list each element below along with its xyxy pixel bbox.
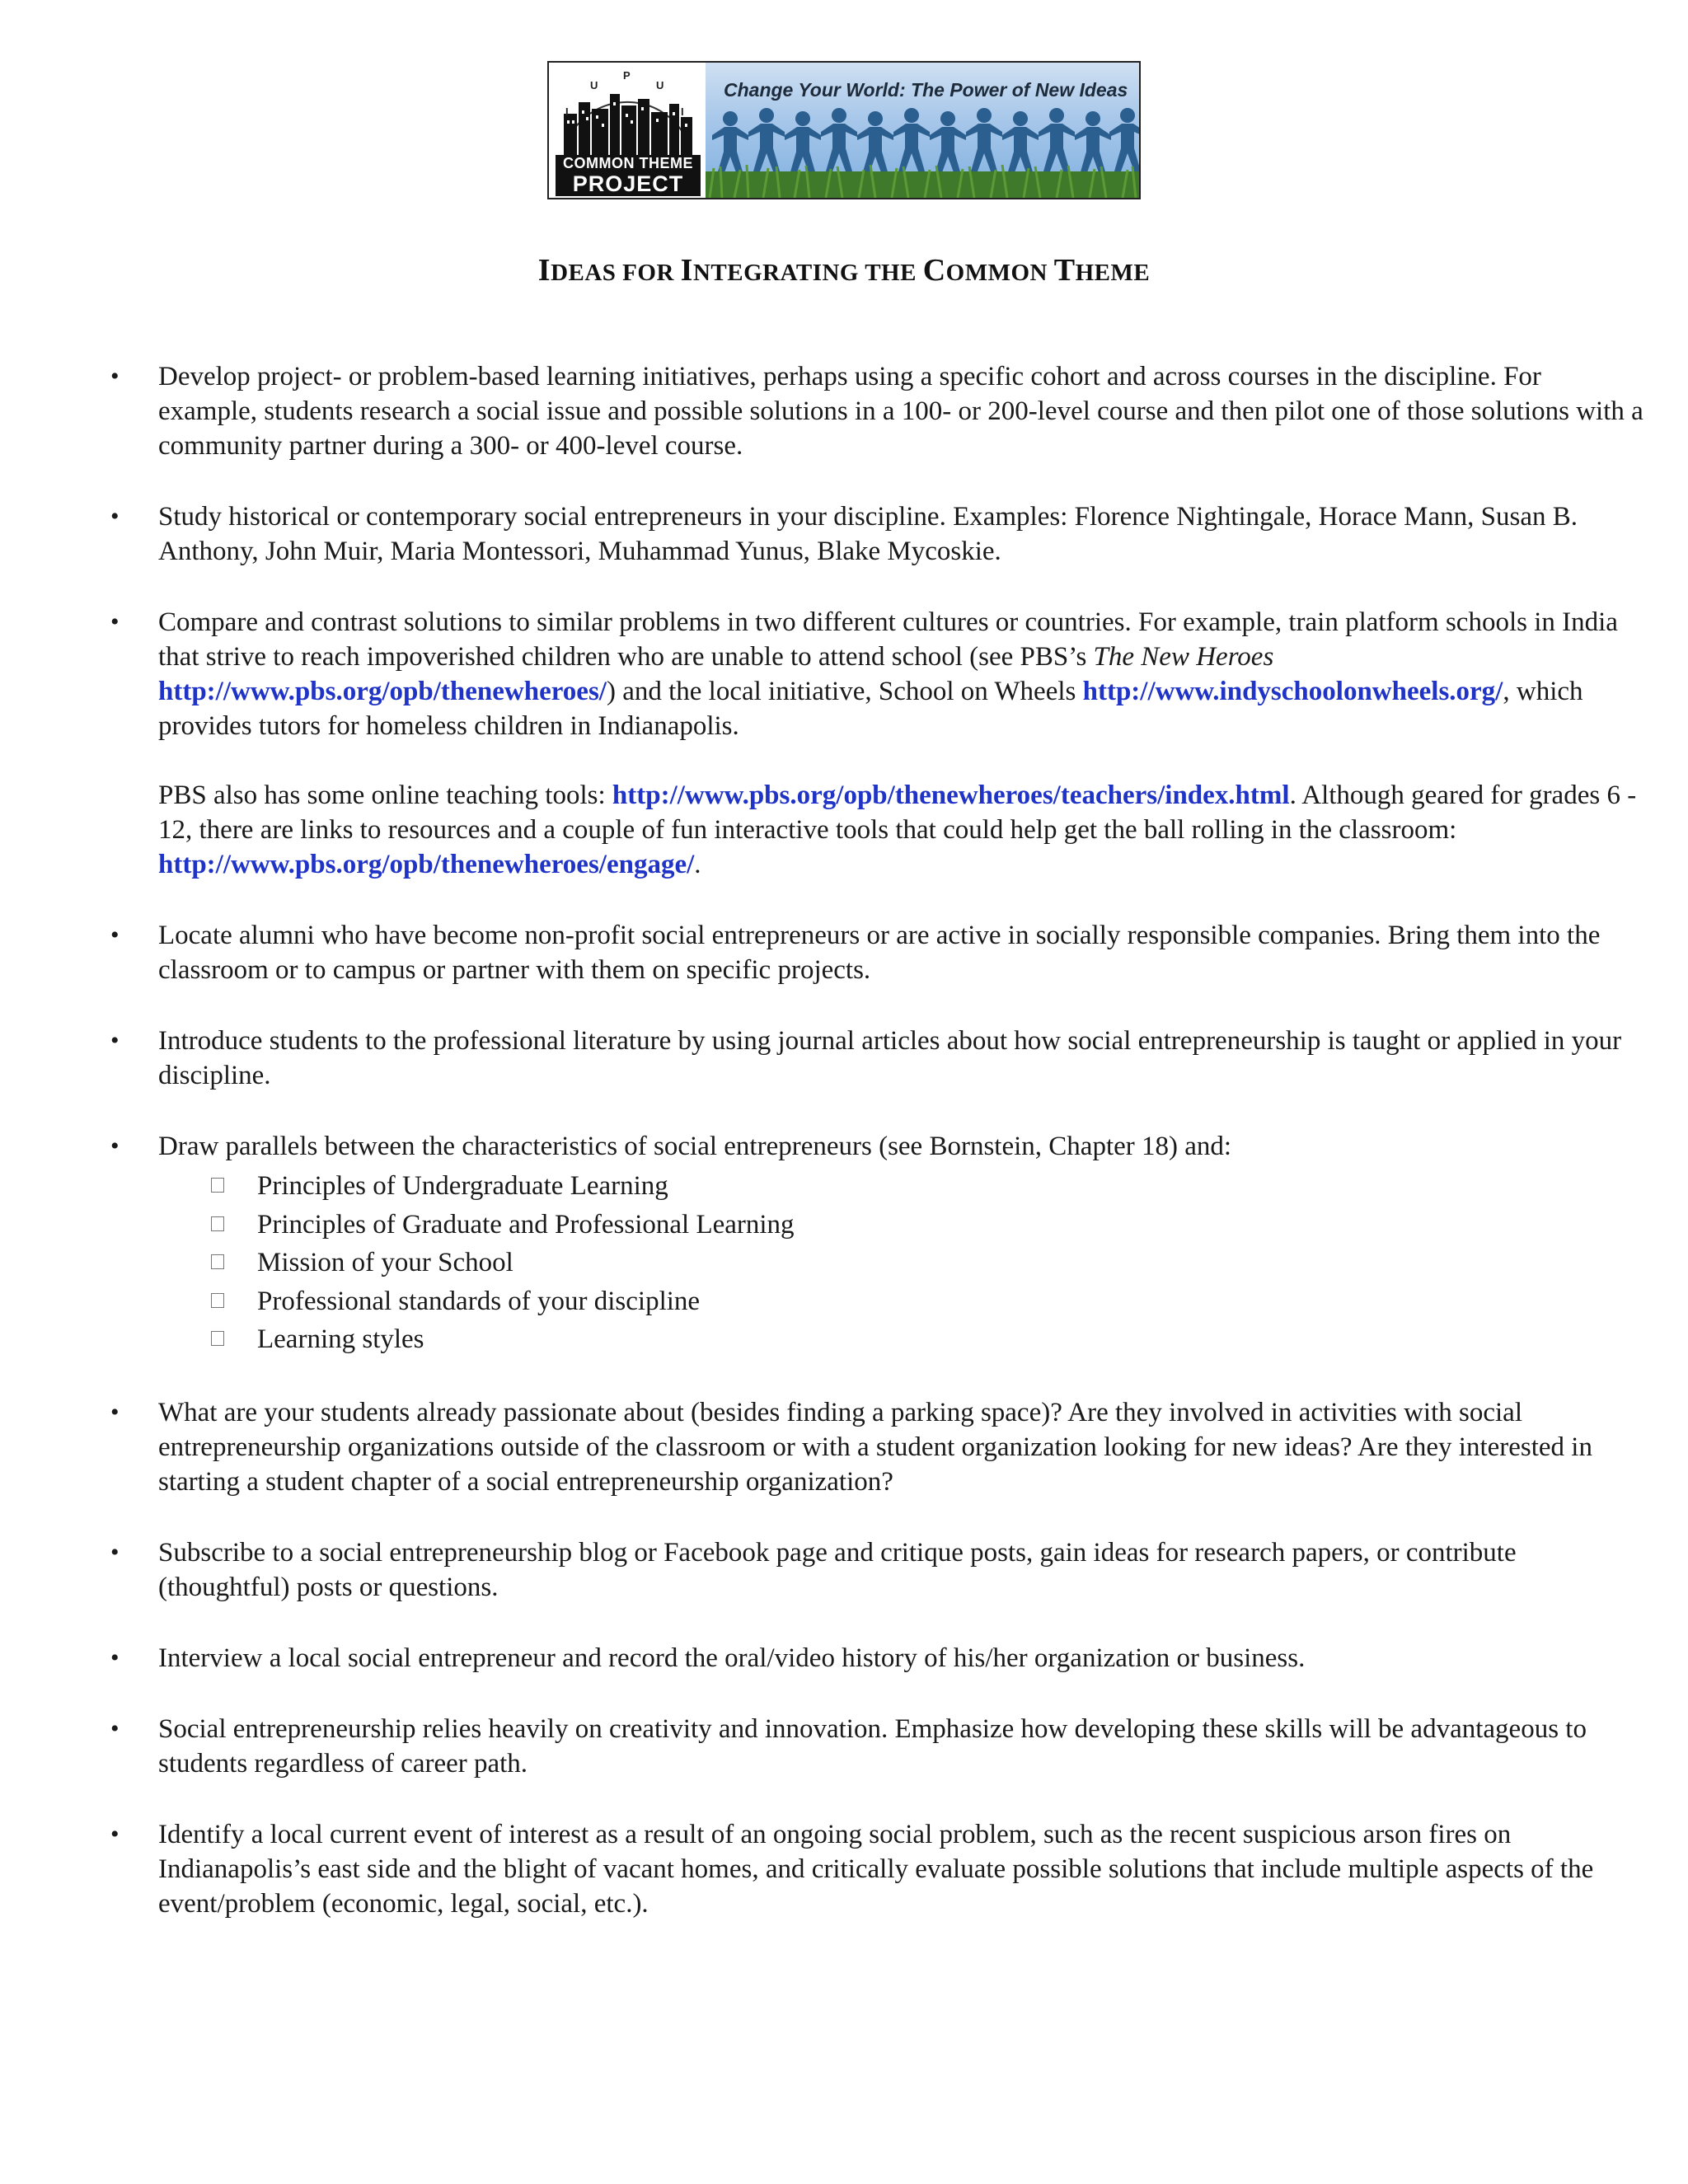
text-run: Compare and contrast solutions to similar problems in two different cultures or countries. For example, train platform schools in India that strive to reach impoverished children who are unable to attend school (see PBS’s xyxy=(158,607,1618,672)
bullet-icon: • xyxy=(110,1714,120,1742)
page-title xyxy=(0,252,1688,288)
list-item xyxy=(110,918,1643,987)
banner-artwork xyxy=(706,63,1139,198)
common-theme-banner xyxy=(547,61,1141,199)
sub-list-item xyxy=(158,1320,1643,1359)
sub-list-item xyxy=(158,1206,1643,1244)
list-item xyxy=(110,605,1643,882)
list-item xyxy=(110,1395,1643,1499)
list-item xyxy=(110,1024,1643,1093)
title-rest: NTEGRATING THE xyxy=(692,260,923,286)
common-theme-project-logo xyxy=(549,63,706,198)
logo-arc-letter: U xyxy=(656,79,664,91)
list-item xyxy=(110,499,1643,569)
sub-list xyxy=(158,1167,1643,1359)
ideas-list xyxy=(110,359,1643,1957)
list-item-text: Draw parallels between the characteristics of social entrepreneurs (see Bornstein, Chapter 18) and: xyxy=(158,1132,1232,1161)
list-item-text: Identify a local current event of interest as a result of an ongoing social problem, such as the recent suspicious arson fires on Indianapolis’s east side and the blight of vacant homes, and critically evaluate possible solutions that include multiple aspects of the event/problem (economic, legal, social, etc.). xyxy=(158,1819,1594,1919)
banner-tagline: Change Your World: The Power of New Ideas xyxy=(724,79,1128,101)
text-run: PBS also has some online teaching tools: xyxy=(158,780,612,810)
checkbox-glyph-icon xyxy=(211,1216,224,1231)
sub-list-item-text: Principles of Undergraduate Learning xyxy=(257,1171,668,1201)
list-item-text: Subscribe to a social entrepreneurship blog or Facebook page and critique posts, gain ideas for research papers, or contribute (thoughtful) posts or questions. xyxy=(158,1537,1517,1602)
list-item xyxy=(110,1129,1643,1359)
bullet-icon: • xyxy=(110,1820,120,1848)
list-item xyxy=(110,359,1643,463)
bullet-icon: • xyxy=(110,363,120,390)
list-item-text: Develop project- or problem-based learning initiatives, perhaps using a specific cohort and across courses in the discipline. For example, students research a social issue and possible solutions in a 100- or 200-level course and then pilot one of those solutions with a community partner during a 300- or 400-level course. xyxy=(158,362,1643,461)
title-rest: HEME xyxy=(1075,260,1151,286)
sub-list-item-text: Mission of your School xyxy=(257,1248,513,1277)
logo-arc-letter: U xyxy=(590,79,598,91)
checkbox-glyph-icon xyxy=(211,1293,224,1308)
list-item xyxy=(110,1641,1643,1675)
title-cap: C xyxy=(922,253,946,288)
sub-list-item-text: Learning styles xyxy=(257,1324,424,1354)
list-item xyxy=(110,1535,1643,1605)
list-item-text: Locate alumni who have become non-profit social entrepreneurs or are active in socially responsible companies. Bring them into the classroom or to campus or partner with them on specific projects. xyxy=(158,921,1601,985)
logo-text-project: PROJECT xyxy=(556,171,701,196)
sub-list-item-text: Professional standards of your discipline xyxy=(257,1286,701,1316)
bullet-icon: • xyxy=(110,503,120,530)
list-item xyxy=(110,1712,1643,1781)
sub-list-item xyxy=(158,1167,1643,1206)
pbs-new-heroes-link[interactable]: http://www.pbs.org/opb/thenewheroes/ xyxy=(158,677,607,706)
logo-text-common-theme: COMMON THEME xyxy=(556,155,701,171)
title-cap: T xyxy=(1053,253,1076,288)
sub-list-item xyxy=(158,1244,1643,1282)
list-item-text: What are your students already passionate about (besides finding a parking space)? Are they involved in activities with social entrepreneurship organizations outside of the classroom or with a student organization looking for new ideas? Are they interested in starting a student chapter of a social entrepreneurship organization? xyxy=(158,1397,1592,1497)
logo-arc-letter: P xyxy=(623,69,631,82)
text-run: . Although geared for grades 6 - 12, there are links to resources and a couple of fun interactive tools that could help get the ball rolling in the classroom: xyxy=(158,780,1637,845)
list-item-text: Introduce students to the professional literature by using journal articles about how social entrepreneurship is taught or applied in your discipline. xyxy=(158,1026,1622,1090)
list-item-text: Interview a local social entrepreneur and record the oral/video history of his/her organization or business. xyxy=(158,1643,1306,1673)
list-item-text xyxy=(158,778,1643,882)
logo-arc-letter: I xyxy=(681,105,684,118)
school-on-wheels-link[interactable]: http://www.indyschoolonwheels.org/ xyxy=(1082,677,1503,706)
bullet-icon: • xyxy=(110,608,120,635)
bullet-icon: • xyxy=(110,1132,120,1160)
text-run: ) and the local initiative, School on Wheels xyxy=(606,677,1083,706)
pbs-engage-link[interactable]: http://www.pbs.org/opb/thenewheroes/engage/ xyxy=(158,850,695,879)
bullet-icon: • xyxy=(110,1643,120,1671)
logo-arc-letter: I xyxy=(565,105,569,118)
list-item-text: Social entrepreneurship relies heavily on creativity and innovation. Emphasize how developing these skills will be advantageous to students regardless of career path. xyxy=(158,1713,1587,1779)
list-item xyxy=(110,1817,1643,1921)
checkbox-glyph-icon xyxy=(211,1178,224,1193)
bullet-icon: • xyxy=(110,1538,120,1566)
the-new-heroes-title: The New Heroes xyxy=(1093,642,1274,672)
bullet-icon: • xyxy=(110,1398,120,1426)
checkbox-glyph-icon xyxy=(211,1331,224,1346)
title-rest: DEAS FOR xyxy=(551,260,681,286)
title-rest: OMMON xyxy=(945,260,1054,286)
bullet-icon: • xyxy=(110,921,120,949)
text-run: . xyxy=(694,850,701,879)
sub-list-item xyxy=(158,1282,1643,1321)
list-item-text xyxy=(158,605,1643,743)
title-cap: I xyxy=(537,253,551,288)
checkbox-glyph-icon xyxy=(211,1254,224,1269)
title-cap: I xyxy=(680,253,693,288)
bullet-icon: • xyxy=(110,1027,120,1054)
text-run: , which provides tutors for homeless children in Indianapolis. xyxy=(158,677,1583,741)
pbs-teachers-link[interactable]: http://www.pbs.org/opb/thenewheroes/teachers/index.html xyxy=(612,780,1290,810)
sub-list-item-text: Principles of Graduate and Professional Learning xyxy=(257,1209,795,1240)
list-item-text: Study historical or contemporary social entrepreneurs in your discipline. Examples: Florence Nightingale, Horace Mann, Susan B. Anthony, John Muir, Maria Montessori, Muhammad Yunus, Blake Mycoskie. xyxy=(158,502,1578,566)
